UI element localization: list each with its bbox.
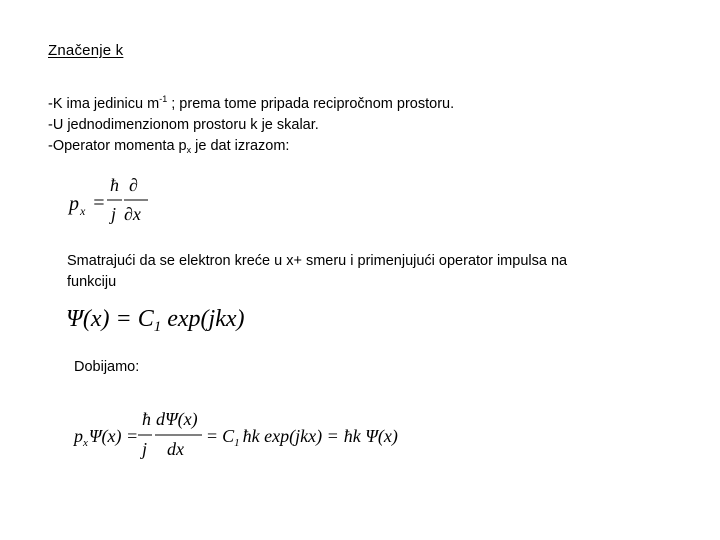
result-lhs-sub: x [83,437,88,449]
result-den2: dx [167,439,184,459]
bullet-unit [48,89,454,115]
result-lhs-group [72,426,138,449]
wave-c-sub: 1 [153,319,162,335]
result-lhs-arg: Ψ(x) = [88,426,139,446]
result-lhs: p [74,426,83,446]
bullet-list [48,89,454,161]
formula-lhs-sub: x [80,204,86,218]
bullet-subscript: x [186,145,192,155]
wave-rhs: exp(jkx) [161,306,245,332]
bullet-scalar: -U jednodimenzionom prostoru k je skalar. [48,117,319,133]
result-num2: dΨ(x) [156,409,198,429]
result-formula [72,405,398,463]
bullet-text: -Operator momenta p [48,138,187,154]
explanation-paragraph: Smatrajući da se elektron kreće u x+ smeru i primenjujući operator impulsa na funkciju [67,253,568,290]
formula-num1: ħ [110,175,119,195]
result-eq2: = [207,426,218,446]
momentum-operator-formula [66,172,156,232]
wave-lhs: Ψ(x) = [66,306,138,332]
wavefunction-formula [66,300,246,336]
bullet-text-tail: ; prema tome pripada recipročnom prostoru. [167,96,455,112]
formula-num2: ∂ [129,175,138,195]
formula-lhs: p [69,193,79,215]
result-end: ħk Ψ(x) [343,426,398,446]
result-den1: j [142,439,148,459]
result-num1: ħ [142,409,151,429]
result-c: C [222,426,235,446]
result-label: Dobijamo: [74,359,140,375]
formula-equals: = [92,192,106,214]
result-mid: ħk exp(jkx) = [242,426,339,446]
formula-den2: ∂x [124,204,141,224]
formula-line [66,306,245,335]
bullet-operator [48,136,454,161]
wave-c: C [137,306,154,332]
bullet-text-tail: je dat izrazom: [191,138,290,154]
result-c-sub: 1 [234,437,240,449]
bullet-superscript: -1 [159,94,168,104]
slide-title: Značenje k [48,42,124,59]
bullet-text: -K ima jedinicu m [48,96,160,112]
result-rhs-group [207,426,398,449]
formula-den1: j [111,204,117,224]
